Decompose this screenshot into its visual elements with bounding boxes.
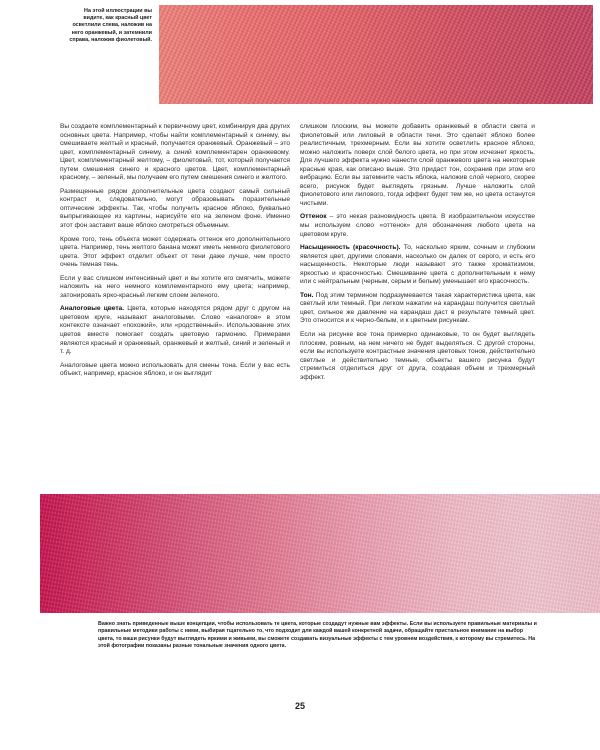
paragraph: Кроме того, тень объекта может содержать оттенок его дополнительного цвета. Например, тень желтого банана может иметь немного фиолетового цвета. Этот эффект отделит объект от тени даже лучше, чем просто очень темная тень.	[60, 235, 290, 269]
tonal-values-photo	[40, 494, 600, 613]
red-orange-purple-swatch-image	[159, 5, 593, 104]
term-heading: Оттенок	[300, 213, 327, 221]
paragraph: Если у вас слишком интенсивный цвет и вы хотите его смягчить, можете наложить на него немного комплементарного ему цвета; например, затонировать ярко-красный легким слоем зеленого.	[60, 274, 290, 299]
paragraph	[300, 244, 535, 287]
right-text-column	[300, 123, 535, 387]
paragraph	[300, 292, 535, 326]
paragraph: Размещенные рядом дополнительные цвета создают самый сильный контраст и, следовательно, могут образовывать поразительные оптические эффекты. Так, чтобы получить красное яблоко, буквально выпрыгивающее из картины, нарисуйте его на зеленом фоне. Именно этот фон заставит ваше яблоко смотреться объемным.	[60, 187, 290, 230]
paragraph: Вы создаете комплементарный к первичному цвет, комбинируя два других основных цвета. Например, чтобы найти комплементарный к синему, вы смешиваете желтый и красный, получается оранжевый. Оранжевый – это цвет, комплементарный синему, а синий комплементарен оранжевому. Цвет, комплементарный желтому, – фиолетовый, тот, который получается путем смешения синего и красного цветов. Цвет, комплементарный красному, – зеленый, мы получаем его путем смешения синего и желтого.	[60, 123, 290, 182]
page-number: 25	[294, 701, 305, 711]
term-heading: Тон.	[300, 291, 314, 299]
term-text: – это некая разновидность цвета. В изобразительном искусстве мы используем слово «оттенок» для обозначения любого цвета на цветовом круге.	[300, 213, 535, 238]
term-text: Под этим термином подразумевается такая характеристика цвета, как светлый или темный. При легком нажатии на карандаш получится светлый цвет, сильное же давление на карандаш даст в результате темный цвет. Это относится и к черно-белым, и к цветным рисункам.	[300, 291, 535, 325]
left-text-column	[60, 123, 290, 384]
paragraph	[300, 213, 535, 239]
paragraph	[60, 305, 290, 356]
term-heading: Аналоговые цвета.	[60, 305, 125, 313]
top-illustration-caption: На этой иллюстрации вы видите, как красный цвет осветлили слева, наложив на него оранжевый, и затемнили справа, наложив фиолетовый.	[69, 8, 152, 43]
paragraph: слишком плоским, вы можете добавить оранжевый в области света и фиолетовый или лиловый в области тени. Это сделает яблоко более реалистичным, трехмерным. Если вы хотите осветлить красное яблоко, можно наложить поверх слой белого цвета, но при этом исчезнет яркость. Для лучшего эффекта нужно нанести слой оранжевого цвета на некоторые красные края, как описано выше. Это придаст тон, сохранив при этом его вибрацию. Если вы затемните часть яблока, наложив слой черного, скорее всего, рисунок будет выглядеть грязным. Лучше наложить слой фиолетового или лилового, тогда эффект будет тем же, но цвета останутся чистыми.	[300, 123, 535, 207]
term-text: Цвета, которые находятся рядом друг с другом на цветовом круге, называют аналоговыми. Слово «аналогов» в этом контексте означает «похожий», или «родственный». Использование этих цветов вместе помогает создать цветовую гармонию. Примерами являются красный и оранжевый, оранжевый и желтый, синий и зеленый и т. д.	[60, 305, 290, 356]
term-heading: Насыщенность (красочность).	[300, 244, 401, 252]
bottom-photo-caption: Важно знать приведенные выше концепции, чтобы использовать те цвета, которые создадут нужные вам эффекты. Если вы используете правильные материалы и правильные методики работы с ними, выбирая тщательно то, что подходит для каждой вашей конкретной задачи, обращайте пристальное внимание на выбор цвета, то ваши рисунки будут выглядеть яркими и живыми, вы сможете создавать визуальные эффекты с тем уровнем воздействия, к которому вы стремитесь. На этой фотографии показаны разные тональные значения одного цвета.	[98, 621, 537, 649]
term-text: То, насколько ярким, сочным и глубоким является цвет, другими словами, насколько он далек от серого, и есть его насыщенность. Некоторые люди называют это также хроматизмом, яркостью и красочностью. Смешивание цвета с дополнительным к нему или с нейтральным (черным, серым и белым) уменьшает его красочность.	[300, 244, 535, 286]
paragraph: Если на рисунке все тона примерно одинаковые, то он будет выглядеть плоским, ровным, на нем ничего не будет выделяться. С другой стороны, если вы используете контрастные значения цветовых тонов, действительно светлые и действительно темные, объекты вашего рисунка будут стремиться отделиться друг от друга, создавая объем и трехмерный эффект.	[300, 331, 535, 381]
paragraph: Аналоговые цвета можно использовать для смены тона. Если у вас есть объект, например, красное яблоко, и он выглядит	[60, 361, 290, 378]
